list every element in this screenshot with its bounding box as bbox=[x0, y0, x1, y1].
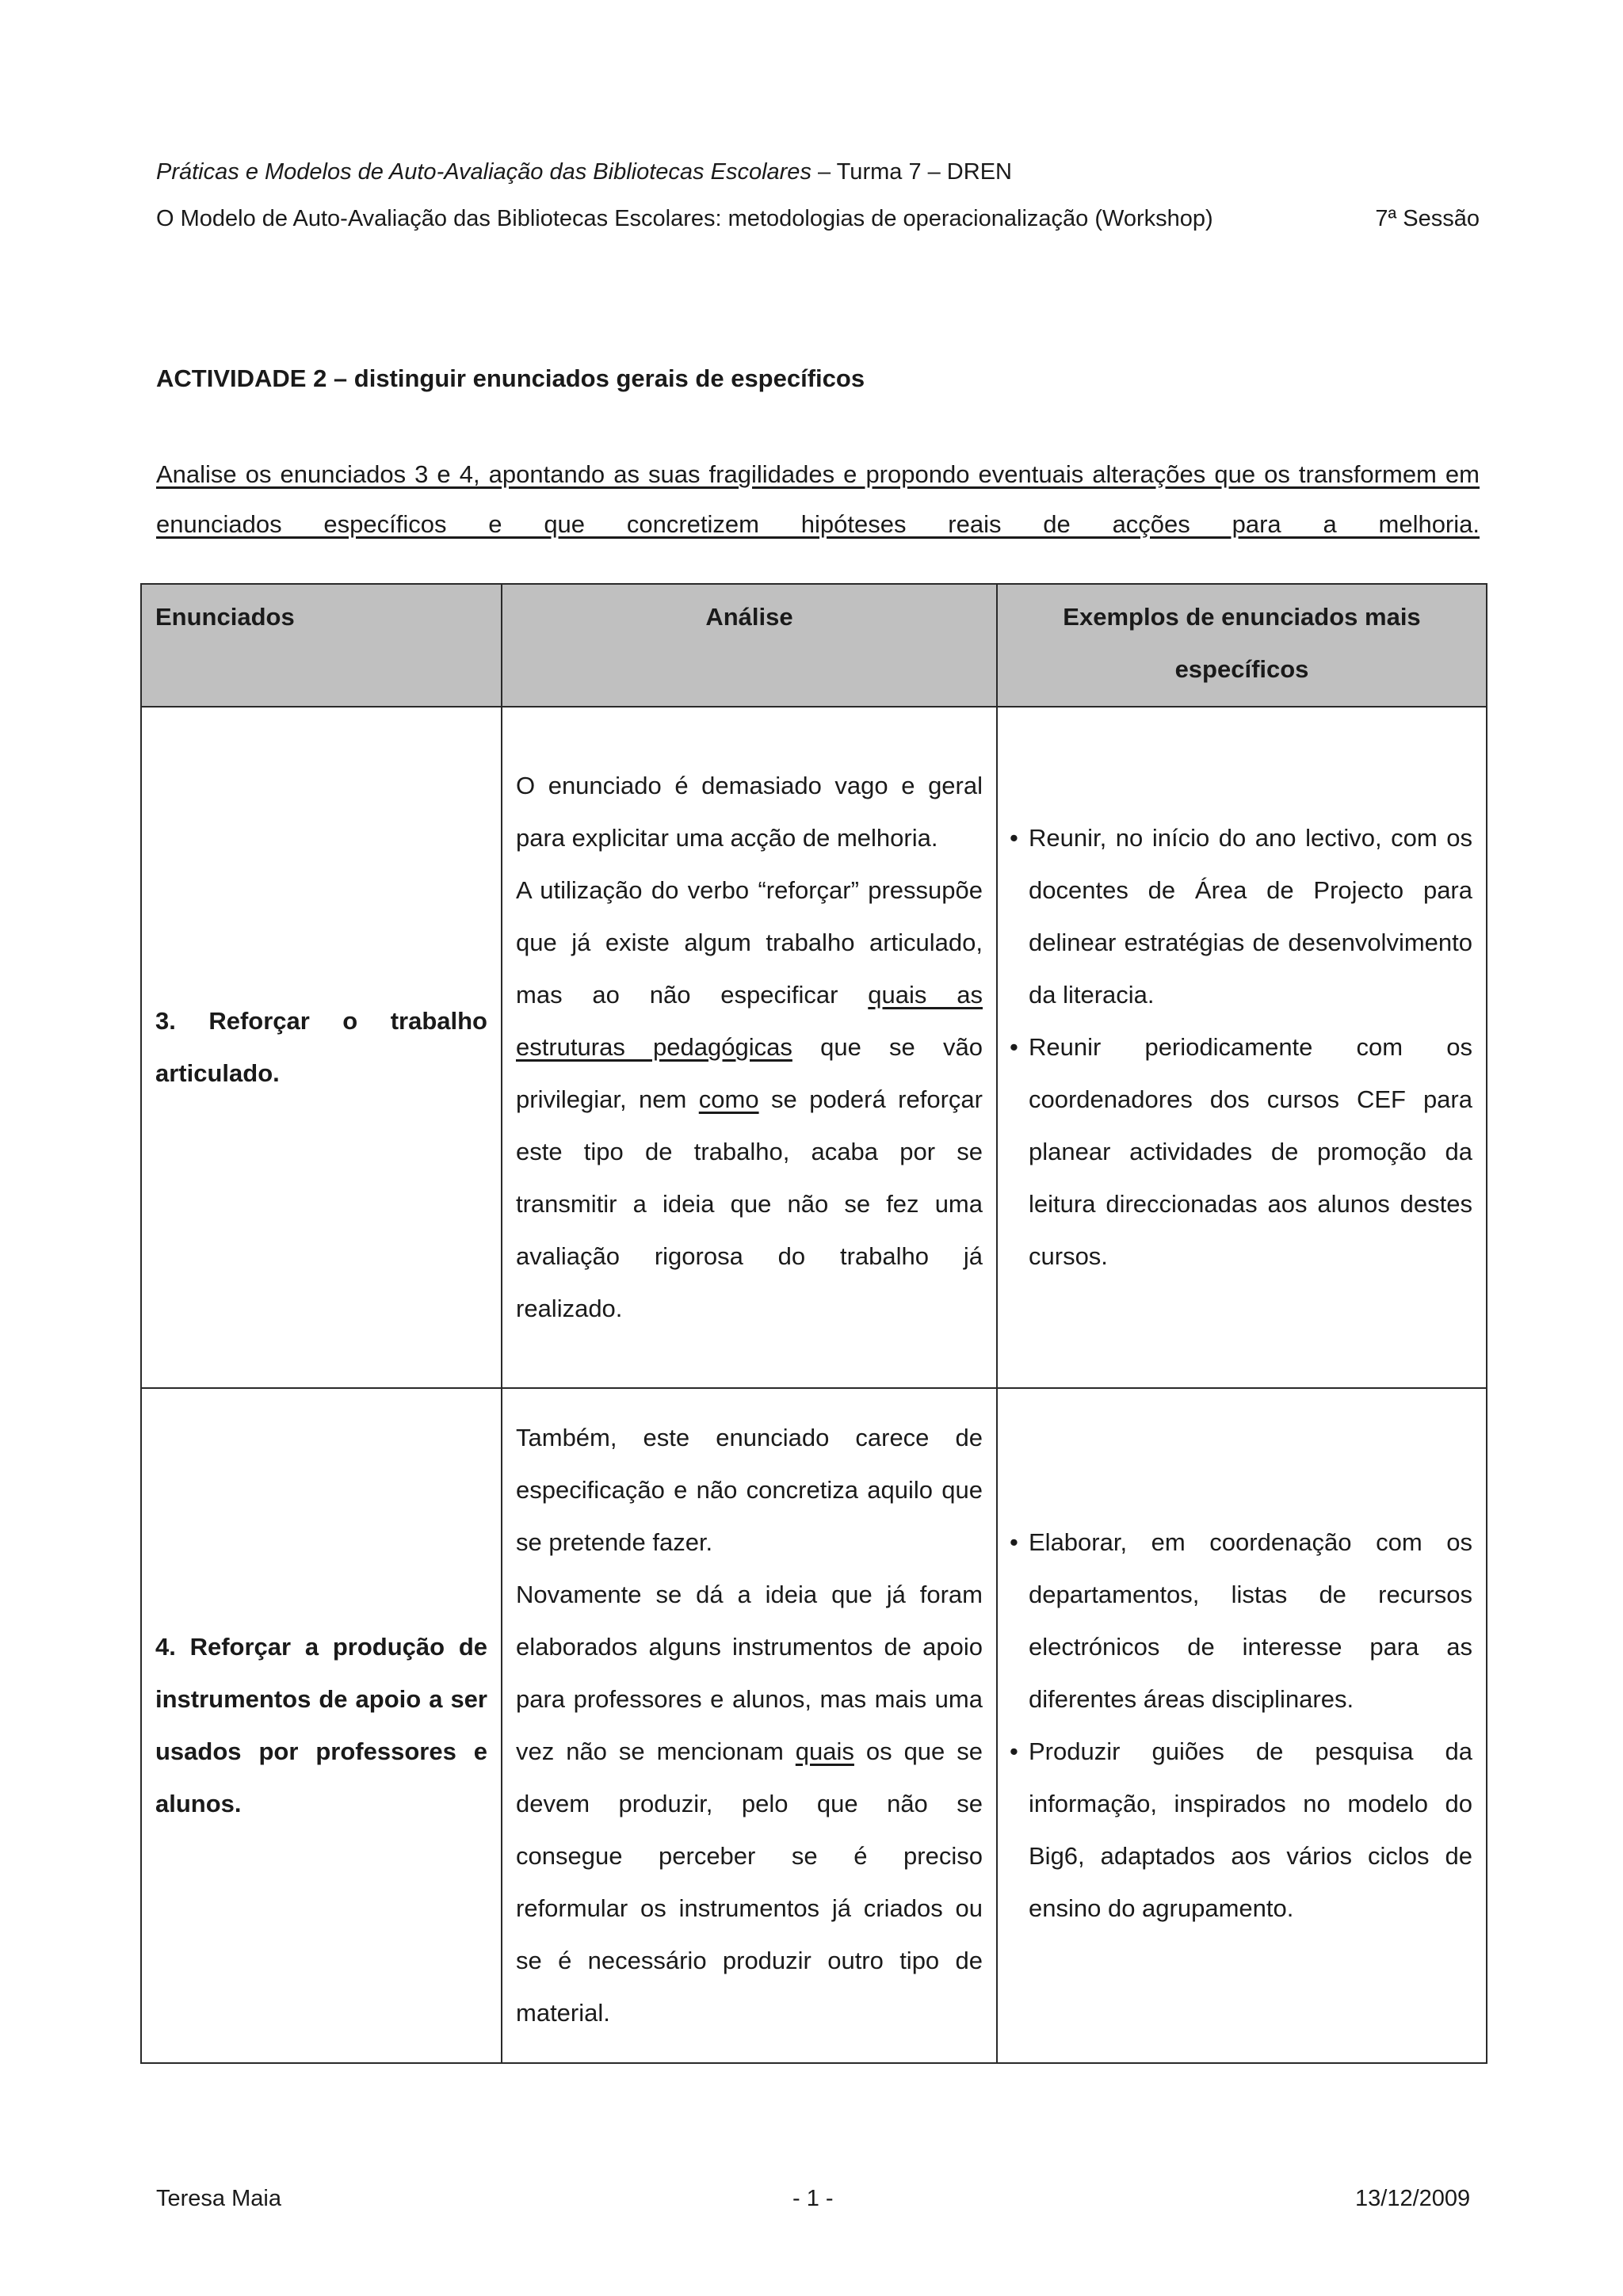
examples-4 bbox=[997, 1388, 1487, 2063]
analysis-3-underline-2: como bbox=[698, 1085, 759, 1113]
list-item: • Produzir guiões de pesquisa da informação, inspirados no modelo do Big6, adaptados aos vários ciclos de ensino do agrupamento. bbox=[1011, 1726, 1472, 1935]
footer-author: Teresa Maia bbox=[156, 2186, 281, 2211]
analysis-3-underline-1: quais as estruturas pedagógicas bbox=[516, 981, 983, 1061]
analysis-4 bbox=[502, 1388, 997, 2063]
activity-title: ACTIVIDADE 2 – distinguir enunciados gerais de específicos bbox=[156, 364, 865, 392]
footer-page-number: - 1 - bbox=[792, 2186, 834, 2211]
analysis-3-p2 bbox=[516, 864, 983, 1335]
statement-4: 4. Reforçar a produção de instrumentos de apoio a ser usados por professores e alunos. bbox=[141, 1388, 502, 2063]
header-session: 7ª Sessão bbox=[1375, 206, 1480, 231]
analysis-3-text-b: que se vão privilegiar, nem bbox=[516, 1033, 983, 1113]
analysis-4-p2 bbox=[516, 1569, 983, 2039]
list-item: • Elaborar, em coordenação com os departamentos, listas de recursos electrónicos de interesse para as diferentes áreas disciplinares. bbox=[1011, 1516, 1472, 1726]
header-module: O Modelo de Auto-Avaliação das Bibliotecas Escolares: metodologias de operacionalização (Workshop) bbox=[156, 206, 1213, 231]
analysis-3-p1: O enunciado é demasiado vago e geral para explicitar uma acção de melhoria. bbox=[516, 772, 983, 852]
analysis-3-text-c: se poderá reforçar este tipo de trabalho, acaba por se transmitir a ideia que não se fez uma avaliação rigorosa do trabalho já realizado. bbox=[516, 1085, 983, 1322]
header-course-class: – Turma 7 – DREN bbox=[811, 159, 1012, 185]
header-course-title: Práticas e Modelos de Auto-Avaliação das Bibliotecas Escolares bbox=[156, 159, 812, 185]
examples-3-list bbox=[1011, 812, 1472, 1283]
examples-4-list bbox=[1011, 1516, 1472, 1935]
analysis-3-text-a: A utilização do verbo “reforçar” pressupõe que já existe algum trabalho articulado, mas ao não especificar bbox=[516, 876, 983, 1009]
table-header-row bbox=[141, 584, 1487, 707]
footer-date: 13/12/2009 bbox=[1355, 2186, 1471, 2211]
table-row bbox=[141, 707, 1487, 1388]
examples-3 bbox=[997, 707, 1487, 1388]
analysis-4-text-a: Novamente se dá a ideia que já foram elaborados alguns instrumentos de apoio para professores e alunos, mas mais uma vez não se mencionam bbox=[516, 1581, 983, 1765]
analysis-table bbox=[140, 583, 1487, 2064]
header-analise: Análise bbox=[502, 584, 997, 707]
analysis-3 bbox=[502, 707, 997, 1388]
analysis-4-p1: Também, este enunciado carece de especificação e não concretiza aquilo que se pretende fazer. bbox=[516, 1424, 983, 1556]
list-item: • Reunir periodicamente com os coordenadores dos cursos CEF para planear actividades de promoção da leitura direccionadas aos alunos destes cursos. bbox=[1011, 1021, 1472, 1283]
header-exemplos: Exemplos de enunciados mais específicos bbox=[997, 584, 1487, 707]
header-course bbox=[156, 156, 1012, 188]
list-item: • Reunir, no início do ano lectivo, com os docentes de Área de Projecto para delinear estratégias de desenvolvimento da literacia. bbox=[1011, 812, 1472, 1021]
activity-instruction: Analise os enunciados 3 e 4, apontando as suas fragilidades e propondo eventuais alterações que os transformem em enunciados específicos e que concretizem hipóteses reais de acções para a melhoria. bbox=[156, 460, 1480, 538]
statement-3: 3. Reforçar o trabalho articulado. bbox=[141, 707, 502, 1388]
table-row bbox=[141, 1388, 1487, 2063]
header-module-line bbox=[156, 203, 1480, 235]
analysis-4-underline-1: quais bbox=[795, 1737, 854, 1765]
analysis-4-text-b: os que se devem produzir, pelo que não se consegue perceber se é preciso reformular os instrumentos já criados ou se é necessário produzir outro tipo de material. bbox=[516, 1737, 983, 2027]
header-enunciados: Enunciados bbox=[141, 584, 502, 707]
